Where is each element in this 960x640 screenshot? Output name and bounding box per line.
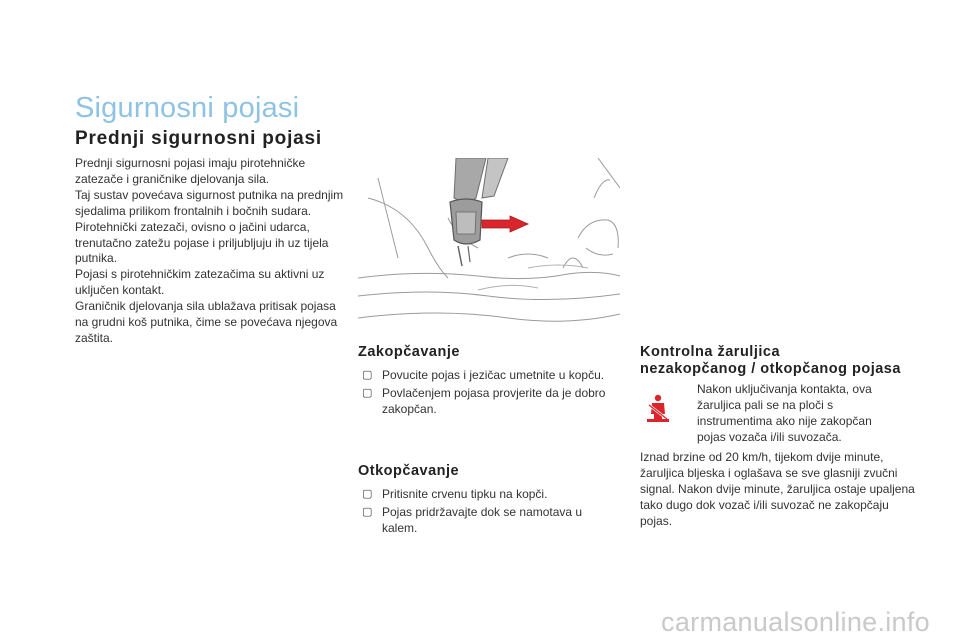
intro-paragraph: Taj sustav povećava sigurnost putnika na prednjim sjedalima prilikom frontalnih i bočnih sudara. Pirotehnički zatezači, ovisno o jačini udarca, trenutačno zatežu pojase i priljubljuju ih uz tijela putnika. (75, 187, 344, 266)
intro-paragraph: Pojasi s pirotehničkim zatezačima su aktivni uz uključen kontakt. (75, 267, 325, 298)
warning-title-line2: nezakopčanog / otkopčanog pojasa (640, 361, 901, 377)
unfastening-list (358, 487, 620, 539)
list-item-text: Povlačenjem pojasa provjerite da je dobro zakopčan. (382, 385, 606, 416)
fastening-title: Zakopčavanje (358, 344, 460, 360)
fastening-list (358, 368, 620, 420)
intro-paragraph: Prednji sigurnosni pojasi imaju pirotehničke zatezače i graničnike djelovanja sila. (75, 156, 306, 186)
intro-text (75, 156, 345, 347)
bullet-icon: ▢ (362, 505, 373, 518)
bullet-icon: ▢ (362, 369, 373, 381)
lamp-description: Nakon uključivanja kontakta, ova žaruljica pali se na ploči s instrumentima ako nije zakopčan pojas vozača i/ili suvozača. (697, 382, 872, 444)
bullet-icon: ▢ (362, 386, 373, 399)
section-title: Prednji sigurnosni pojasi (75, 128, 322, 149)
watermark: carmanualsonline.info (661, 607, 930, 637)
list-item-text: Povucite pojas i jezičac umetnite u kopču. (382, 368, 605, 382)
list-item-text: Pojas pridržavajte dok se namotava u kalem. (382, 504, 583, 535)
list-item (358, 386, 620, 418)
list-item (358, 368, 620, 384)
list-item (358, 505, 620, 537)
bullet-icon: ▢ (362, 488, 373, 500)
unfastening-title: Otkopčavanje (358, 463, 460, 479)
page-title: Sigurnosni pojasi (75, 92, 300, 124)
list-item (358, 487, 620, 503)
intro-paragraph: Graničnik djelovanja sila ublažava pritisak pojasa na grudni koš putnika, čime se povećava njegova zaštita. (75, 299, 338, 345)
list-item-text: Pritisnite crvenu tipku na kopči. (382, 487, 548, 501)
lamp-speed-description: Iznad brzine od 20 km/h, tijekom dvije minute, žaruljica bljeska i oglašava se sve glasniji zvučni signal. Nakon dvije minute, žaruljica ostaje upaljena tako dugo dok vozač i/ili suvozač ne zakopčaju pojas. (640, 450, 915, 528)
seatbelt-warning-icon (641, 392, 675, 426)
seatbelt-buckle-illustration (358, 158, 620, 334)
warning-title-line1: Kontrolna žaruljica (640, 344, 781, 360)
warning-title (640, 344, 901, 378)
